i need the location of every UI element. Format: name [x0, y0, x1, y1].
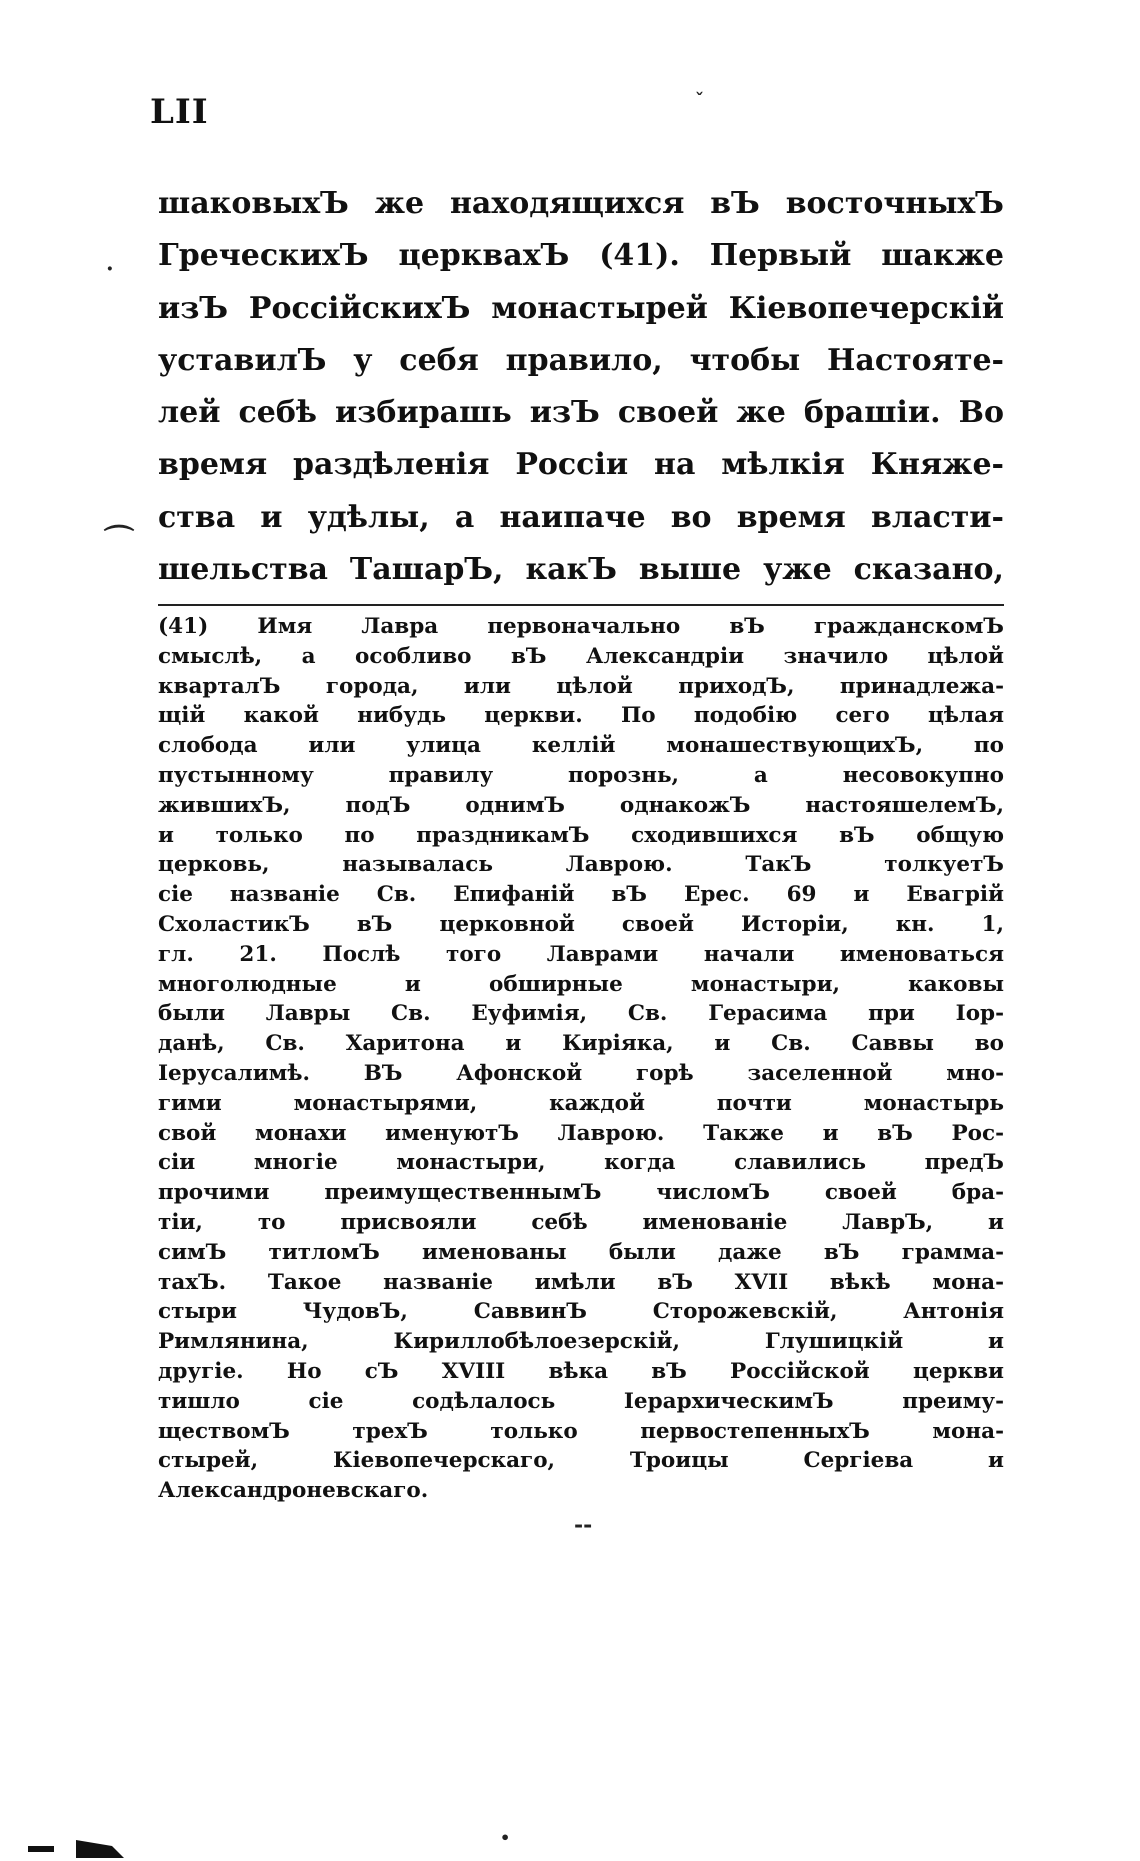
- footnote-line: кварталЪ города, или цѣлой приходЪ, принадлежа-: [158, 673, 1004, 699]
- footnote-line: СхоластикЪ вЪ церковной своей Исторіи, кн. 1,: [158, 911, 1004, 937]
- main-text-line: ГреческихЪ церквахЪ (41). Первый шакже: [158, 238, 1004, 274]
- margin-mark: ⌒: [104, 524, 134, 559]
- footnote-divider: [158, 604, 1004, 606]
- footnote-line: данѣ, Св. Харитона и Киріяка, и Св. Саввы во: [158, 1031, 1004, 1057]
- footnote-line: другіе. Но сЪ XVIII вѣка вЪ Россійской церкви: [158, 1358, 1004, 1384]
- main-text-line: шаковыхЪ же находящихся вЪ восточныхЪ: [158, 186, 1004, 221]
- footnote-line: тишло сіе содѣлалось ІерархическимЪ преиму-: [158, 1388, 1004, 1414]
- footnote-line: тахЪ. Такое названіе имѣли вЪ XVII вѣкѣ мона-: [158, 1269, 1004, 1295]
- footnote-line: стырей, Кіевопечерскаго, Троицы Сергіева и: [158, 1448, 1004, 1474]
- footnote-line: тіи, то присвояли себѣ именованіе ЛаврЪ, и: [158, 1209, 1004, 1235]
- scan-speck: ˇ: [695, 90, 704, 111]
- main-text: [158, 178, 1004, 596]
- main-text-line: время раздѣленія Россіи на мѣлкія Княже-: [158, 447, 1004, 483]
- page-corner-mark: [20, 1838, 130, 1860]
- footnote-line: были Лавры Св. Еуфимія, Св. Герасима при Іор-: [158, 1001, 1004, 1027]
- footnote-line: симЪ титломЪ именованы были даже вЪ грамма-: [158, 1239, 1004, 1265]
- scan-speck: ·: [106, 256, 114, 282]
- footnote-line: сіе названіе Св. Епифаній вЪ Ерес. 69 и Евагрій: [158, 882, 1004, 908]
- footnote-line: Римлянина, Кириллобѣлоезерскій, Глушицкій и: [158, 1329, 1004, 1355]
- scan-speck: --: [574, 1512, 593, 1538]
- page-number: LII: [150, 92, 209, 132]
- main-text-line: шельства ТашарЪ, какЪ выше уже сказано,: [158, 552, 1004, 588]
- footnote-line: и только по праздникамЪ сходившихся вЪ общую: [158, 822, 1004, 848]
- main-text-line: изЪ РоссійскихЪ монастырей Кіевопечерскій: [158, 290, 1004, 326]
- footnote-line: слобода или улица келлій монашествующихЪ, по: [158, 733, 1004, 759]
- footnote-line: многолюдные и обширные монастыри, каковы: [158, 971, 1004, 997]
- footnote-line: стыри ЧудовЪ, СаввинЪ Сторожевскій, Антонія: [158, 1299, 1004, 1325]
- footnote-line: гими монастырями, каждой почти монастырь: [158, 1090, 1004, 1116]
- footnote-line: пустынному правилу порознь, а несовокупно: [158, 762, 1004, 788]
- footnote: [158, 612, 1004, 1506]
- footnote-line: сіи многіе монастыри, когда славились предЪ: [158, 1150, 1004, 1176]
- footnote-line: жившихЪ, подЪ однимЪ однакожЪ настояшелемЪ,: [158, 792, 1004, 818]
- footnote-line: прочими преимущественнымЪ числомЪ своей бра-: [158, 1180, 1004, 1206]
- footnote-line: (41) Имя Лавра первоначально вЪ гражданскомЪ: [158, 614, 1004, 639]
- footnote-line: щій какой нибудь церкви. По подобію сего цѣлая: [158, 703, 1004, 729]
- main-text-line: ства и удѣлы, а наипаче во время власти-: [158, 499, 1004, 535]
- footnote-line: смыслѣ, а особливо вЪ Александріи значило цѣлой: [158, 643, 1004, 669]
- footnote-line: Александроневскаго.: [158, 1478, 429, 1504]
- footnote-line: ществомЪ трехЪ только первостепенныхЪ мона-: [158, 1418, 1004, 1444]
- footnote-line: гл. 21. Послѣ того Лаврами начали именоваться: [158, 941, 1004, 967]
- scan-speck: •: [500, 1828, 511, 1847]
- footnote-line: церковь, называлась Лаврою. ТакЪ толкуетЪ: [158, 852, 1004, 878]
- footnote-line: свой монахи именуютЪ Лаврою. Также и вЪ Рос-: [158, 1120, 1004, 1146]
- footnote-line: Іерусалимѣ. ВЪ Афонской горѣ заселенной мно-: [158, 1060, 1004, 1086]
- main-text-line: лей себѣ избирашь изЪ своей же брашіи. Во: [158, 395, 1004, 431]
- main-text-line: устaвилЪ у себя правило, чтобы Настояте-: [158, 342, 1004, 378]
